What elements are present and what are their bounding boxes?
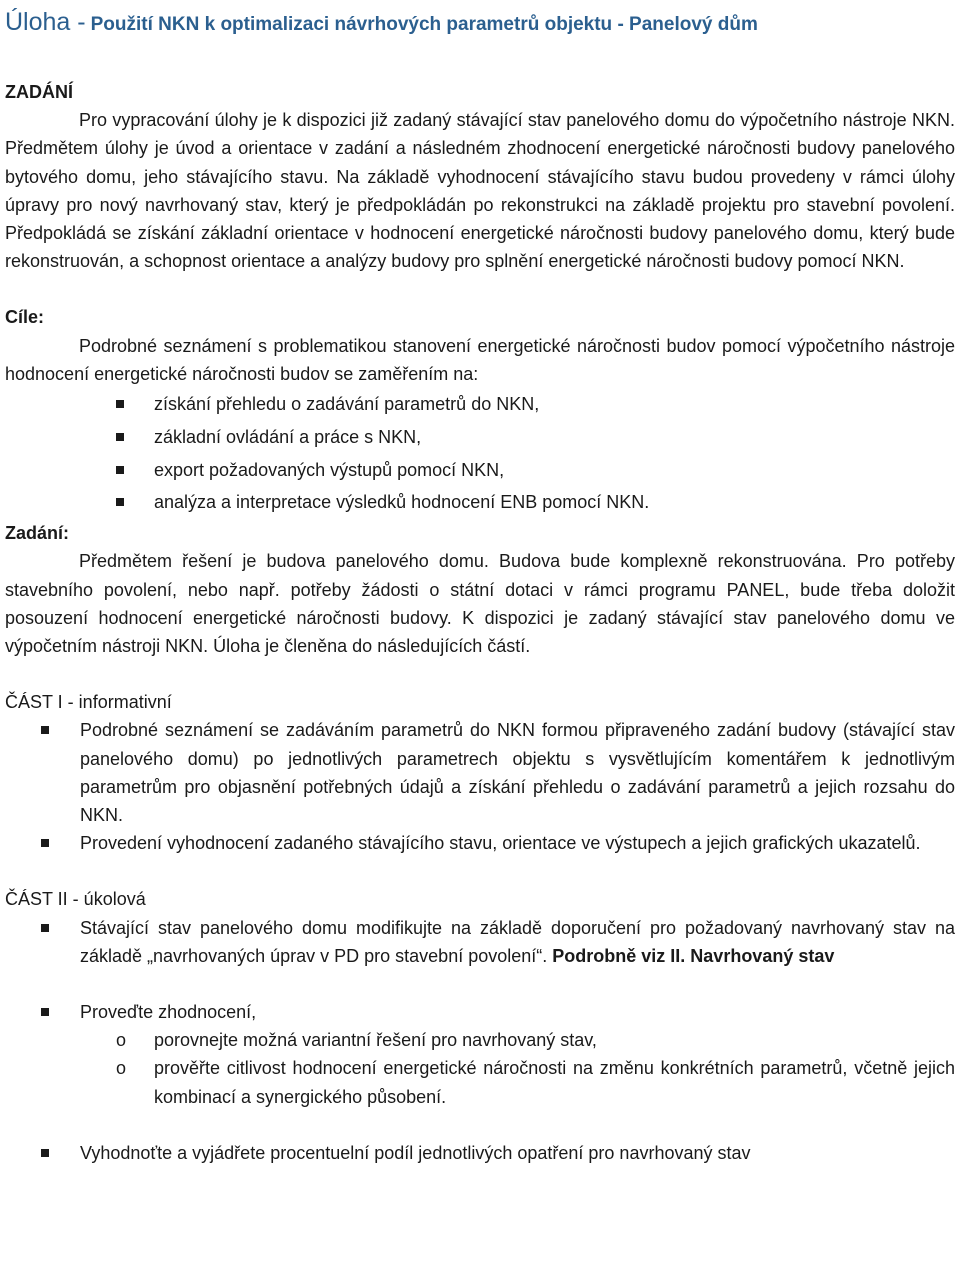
sub-item-text: porovnejte možná variantní řešení pro navrhovaný stav, — [154, 1030, 597, 1051]
part2-heading: ČÁST II - úkolová — [5, 889, 146, 910]
section-zadani-2 — [5, 519, 955, 660]
part2-item1-text: Stávající stav panelového domu modifikujte na základě doporučení pro požadovaný navrhovaný stav na základě „navrhovaných úprav v PD pro stavební povolení“. — [80, 917, 955, 966]
part1-list — [5, 716, 955, 857]
cile-paragraph: Podrobné seznámení s problematikou stanovení energetické náročnosti budov pomocí výpočetního nástroje hodnocení energetické náročnosti budov se zaměřením na: — [5, 335, 955, 384]
cile-heading: Cíle: — [5, 307, 45, 328]
list-item: analýza a interpretace výsledků hodnocení ENB pomocí NKN. — [5, 486, 955, 519]
part2-list-b — [5, 998, 955, 1026]
section-cile — [5, 303, 955, 519]
list-item: Podrobné seznámení se zadáváním parametrů do NKN formou připraveného zadání budovy (stávající stav panelového domu) po jednotlivých parametrech objektu s vysvětlujícím komentářem k jednotlivým parametrům pro objasnění potřebných údajů a získání přehledu o zadávání parametrů a jejich rozsahu do NKN. — [5, 716, 955, 829]
sub-bullet-marker: o — [116, 1058, 127, 1079]
section-zadani — [5, 78, 955, 275]
zadani2-heading: Zadání: — [5, 523, 70, 544]
list-item: export požadovaných výstupů pomocí NKN, — [5, 454, 955, 487]
part2-list-c — [5, 1139, 955, 1167]
document-page — [5, 8, 955, 1167]
part2-list — [5, 914, 955, 970]
zadani-paragraph: Pro vypracování úlohy je k dispozici již zadaný stávající stav panelového domu do výpočetního nástroje NKN. Předmětem úlohy je úvod a orientace v zadání a následném zhodnocení energetické náročnosti budovy panelového bytového domu, jeho stávajícího stavu. Na základě vyhodnocení stávajícího stavu budou provedeny v rámci úlohy úpravy pro nový navrhovaný stav, který je předpokládán po rekonstrukci na základě projektu pro stavební povolení. Předpokládá se získání základní orientace v hodnocení energetické náročnosti budovy panelového domu, který bude rekonstruován, a schopnost orientace a analýzy budovy pro splnění energetické náročnosti budovy pomocí NKN. — [5, 110, 955, 272]
list-item: získání přehledu o zadávání parametrů do NKN, — [5, 388, 955, 421]
sub-bullet-marker: o — [116, 1030, 127, 1051]
cile-list — [5, 388, 955, 519]
page-title — [5, 8, 955, 42]
zadani-heading: ZADÁNÍ — [5, 82, 73, 102]
part1-heading: ČÁST I - informativní — [5, 692, 172, 713]
list-item: Provedení vyhodnocení zadaného stávajícího stavu, orientace ve výstupech a jejich grafických ukazatelů. — [5, 829, 955, 857]
part2-item1-reference: Podrobně viz II. Navrhovaný stav — [552, 945, 835, 966]
title-main: Použití NKN k optimalizaci návrhových parametrů objektu - Panelový dům — [90, 14, 758, 35]
sub-list-item — [5, 1026, 955, 1054]
list-item — [5, 914, 955, 970]
sub-item-text: prověřte citlivost hodnocení energetické náročnosti na změnu konkrétních parametrů, včetně jejich kombinací a synergického působení. — [154, 1058, 955, 1107]
part2-sub-list — [5, 1026, 955, 1111]
sub-list-item — [5, 1054, 955, 1110]
list-item: Proveďte zhodnocení, — [5, 998, 955, 1026]
section-part-2 — [5, 885, 955, 1167]
section-part-1 — [5, 688, 955, 857]
list-item: Vyhodnoťte a vyjádřete procentuelní podíl jednotlivých opatření pro navrhovaný stav — [5, 1139, 955, 1167]
list-item: základní ovládání a práce s NKN, — [5, 421, 955, 454]
zadani2-paragraph: Předmětem řešení je budova panelového domu. Budova bude komplexně rekonstruována. Pro potřeby stavebního povolení, nebo např. potřeby žádosti o státní dotaci v rámci programu PANEL, bude třeba doložit posouzení hodnocení energetické náročnosti budovy. K dispozici je zadaný stávající stav panelového domu ve výpočetním nástroji NKN. Úloha je členěna do následujících částí. — [5, 551, 955, 657]
title-prefix: Úloha - — [5, 8, 86, 36]
